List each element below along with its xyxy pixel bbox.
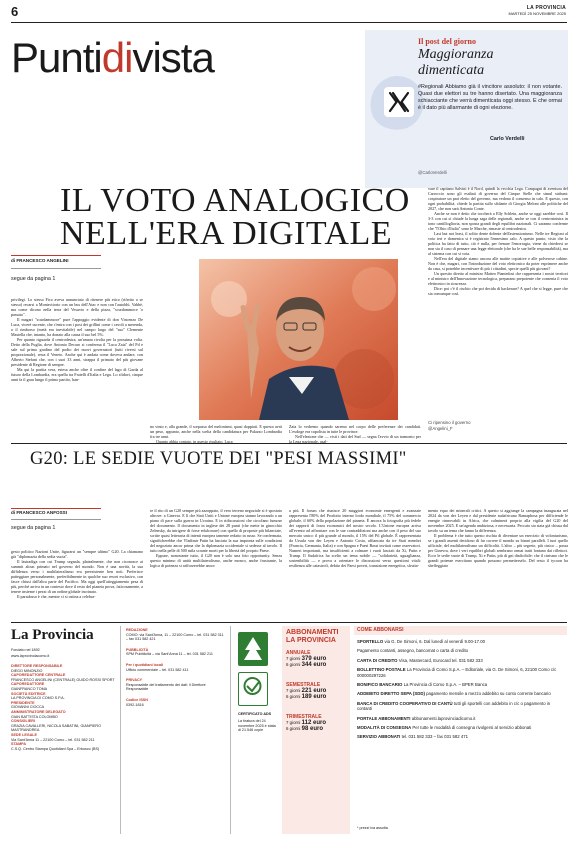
article2-col1 — [11, 549, 143, 599]
article1-col1 — [11, 297, 143, 382]
post-handle: @CarloVerdelli — [418, 170, 447, 175]
payment-line — [357, 725, 565, 730]
days-label: 7 giorni — [286, 720, 301, 725]
period-name: TRIMESTRALE — [286, 714, 322, 720]
mid-text: Responsabile del trattamento dei dati: il Direttore Responsabile — [126, 682, 206, 692]
mid-title: PRIVACY — [126, 678, 143, 683]
payment-line — [357, 716, 565, 721]
masthead-small: LA PROVINCIA — [526, 5, 566, 11]
payment-label: SERVIZIO ABBONATI — [357, 734, 401, 740]
fsc-logo-icon — [238, 632, 268, 666]
staff-role: CAPOREDATTORE — [11, 682, 45, 687]
price: 112 euro — [301, 720, 326, 726]
paragraph: Il problema è che tutto questo rischia di diventare un esercizio di volontarismo, se i grandi assenti decidono di far correre il mondo su binari paralleli. I tuoi quello ufficiale, del multilateralismo un difficoltà. L'altro – più segreto, più cinico – passa per Ginevra, dove i veri equilibri globali sembrano ormai tratti lontano dai riflettori. Ecco le sedie vuote di Trump, Xi e Putin, più di gni disdicibile: che il cinismo che le grandi potenze esercitano quando possono permetterselo. Del resto il tycoon ha sbeffeggiato — [428, 533, 568, 568]
price: 189 euro — [301, 694, 327, 700]
paragraph: Eppure, nonostante tutto, il G20 non è solo una foto opportunity. Senza questo minimo di unità multilateralismo, anche monco, anche frustrante, la logica di potenza si rafforzerebbe ancor — [150, 553, 282, 568]
payment-label: MODALITÀ DI CONSEGNA — [357, 725, 412, 731]
section-title — [11, 34, 214, 82]
paragraph: Nell'elezione che — visti i dati del Sud — segna l'avvio di un tramonto per la Lega nazionale, asal- — [289, 434, 421, 444]
article2-continue: segue da pagina 1 — [11, 525, 56, 531]
payment-line — [357, 691, 565, 696]
paragraph: mento equo dei minerali critici. A questo si aggiunge la campagna inaugurata nel 2024 da von der Leyen e dal presidente sudafricano Ramaphosa per difficiende le energie rinnovabili in Africa, che culminerà proprio alla vigilia del G20 del novembre 2025. E un'agenda ambiziosa, e necessaria. Peccato sia stata già chiusa dal tavolo su un tema che fanno la differenza. — [428, 508, 568, 533]
paragraph: Dice: poi c'è il rischio che poi decida di hackerare? A quel che si legge, pure che sia comunque così. — [428, 286, 568, 296]
days-label: 7 giorni — [286, 656, 301, 661]
section-title-part: vista — [132, 34, 214, 81]
article2-headline: G20: LE SEDIE VUOTE DEI "PESI MASSIMI" — [30, 449, 407, 469]
article1-continue: segue da pagina 1 — [11, 276, 56, 282]
price: 344 euro — [301, 662, 327, 668]
payment-note: * prezzi iva assolta — [357, 826, 388, 830]
article2-col4 — [428, 508, 568, 568]
payment-line — [357, 658, 565, 663]
mid-title: Codice ISSN — [126, 697, 148, 702]
article2-col3 — [289, 508, 421, 568]
payment-line — [357, 667, 565, 678]
footer-site: www.laprovinciacomo.it — [11, 654, 50, 658]
post-kicker: Il post del giorno — [418, 37, 477, 46]
article2-byline: di FRANCESCO ANFOSSI — [11, 510, 67, 515]
paragraph: no vinto e, alla grande, il sorpasso del melonismi, quasi doppiati. E questo avrà un peso, appunto, anche nella scelta della candidatura per Palazzo Lombardia fra tre anni. — [150, 424, 282, 439]
payment-label: PORTALE ABBONAMENTI — [357, 715, 411, 721]
post-title-1: Maggioranza — [418, 47, 494, 62]
payment-label: BONIFICO BANCARIO — [357, 682, 403, 688]
payment-line — [357, 648, 565, 653]
staff-name: GIOVANNI CIOCCA — [11, 705, 45, 710]
price: 221 euro — [301, 688, 327, 694]
payment-text: via G. De Simoni, 6. Dal lunedì al venerdì 9.00-17.00 — [384, 639, 486, 644]
section-title-part: Punti — [11, 34, 102, 81]
period-name: SEMESTRALE — [286, 682, 321, 688]
days-label: 6 giorni — [286, 662, 301, 667]
section-title-accent: di — [101, 34, 133, 81]
payment-text: La Provincia di Como S.p.A. – Editoriale, via G. De Simoni, 6, 22100 Como c/c 000000297226 — [357, 667, 557, 678]
payment-lines — [357, 639, 565, 744]
staff-role: SEDE LEGALE — [11, 732, 38, 737]
pefc-logo-icon — [238, 672, 268, 706]
paragraph: re il rito di un G20 sempre più azzoppato, il vero terreno negoziale si è spostato altrove: a Ginevra. E lì che Stati Uniti e Unione europea stanno lavorando a un piano di pace sulla guerra in Ucraina. E in ridiscussioni che circolano fumose del documento. Il documento in inglese dei 28 punti (che mette in ginocchio Zelensky, da intrigere di forse edulcorare) con quello di proposte più bilanciate, scritte quasi letteraria di intenti europea tamente redatto in russo. Se confermata, significherebbe che Vladimir Putin ha lasciato la sua impronta sulle condizioni del negoziato ancor prima che la diplomazia occidentale si sedesse al tavolo. Il tutto nella pelle di 500 mila scranie morti per la libertà del proprio Paese. — [150, 508, 282, 553]
staff-role: DIRETTORE RESPONSABILE — [11, 664, 63, 668]
staff-name: Via Sant'Anna 11 – 22100 Como – tel. 031 582 211 — [11, 737, 95, 742]
payment-text: Visa, Mastercard, Eurocard tel. 031 582 333 — [398, 657, 483, 663]
staff-role: AMMINISTRATORE DELEGATO — [11, 709, 66, 714]
staff-role: CAPOREDATTORE CENTRALE — [11, 673, 66, 678]
staff-name: DIEGO MINONZIO — [11, 668, 43, 673]
article1-headline-line: IL VOTO ANALOGICO — [60, 182, 410, 219]
mid-text: SPM Pubblicità – via Sant'Anna 11 – tel. 031 582 211 — [126, 652, 213, 657]
staff-role: CONSIGLIERI — [11, 719, 35, 724]
paragraph: Per quanto riguarda il centrodestra, un'amara rivolta per la prossima volta. Detto della Puglia, dove Antonio Decaro si conferma il "Luca Zaia" del Pd e sale sul primo gradino del podio dei nuovi governatori (tutti riversi sul proporzionale), resta il Veneto. Anche qui è andata come doveva andare, con Alberto Stefani che, con i suoi 33 anni, strappa il primato del più giovane presidente di Regione di sempre. — [11, 337, 143, 367]
social-handle: @Angelini_F — [428, 425, 453, 431]
footer-logo: La Provincia — [11, 627, 94, 643]
payment-title: COME ABBONARSI — [357, 627, 404, 633]
article1-col4 — [428, 186, 568, 296]
payment-line — [357, 734, 565, 739]
footer-mid — [126, 628, 226, 707]
period-name: ANNUALE — [286, 650, 311, 656]
header-date: MARTEDÌ 25 NOVEMBRE 2025 — [508, 11, 566, 16]
payment-line — [357, 639, 565, 644]
staff-name: GIAN BATTISTA COLOMBO — [11, 714, 58, 719]
article1-col2 — [150, 424, 282, 444]
paragraph: Il magari "scurdammoce" pure l'appoggio evidente di don Vincenzo De Luca, vicerè uscente, che c'entra con i post dei grillini come i cavoli a merenda, o il rimborso (metà era inevitabile) nel campo largo del "suo" Clemente Mastella che, intanto, ha donato alla causa il suo bel 5%. — [11, 317, 143, 337]
days-label: 6 giorni — [286, 726, 301, 731]
payment-line — [357, 701, 565, 712]
payment-text: La Provincia di Como S.p.A. – BPER Banca — [403, 682, 488, 688]
paragraph: Ma qui la partita vera, estesa anche oltre il confine del lago di Garda al futuro della Lombardia, era quella tra Fratelli d'Italia e Lega. Lo sfidavi, cinque anni fa il grau lungo il primo partito, han- — [11, 367, 143, 382]
days-label: 6 giorni — [286, 694, 301, 699]
payment-text: abbonamenti.laprovinciadicomo.it — [411, 715, 476, 721]
staff-name: GRAZIA CAVALLERI, NICOLA SABATINI, GIANPIERO MASTRANDREA — [11, 723, 101, 733]
post-author: Carlo Verdelli — [490, 136, 525, 142]
price: 379 euro — [301, 656, 327, 662]
cert-label: CERTIFICATO ADS — [238, 712, 272, 716]
social-line: Ci ripensino il governo — [428, 420, 471, 425]
price: 98 euro — [301, 726, 323, 732]
footer-founded: Fondato nel 1892 — [11, 648, 40, 652]
price-row — [286, 726, 348, 732]
article1-col3 — [289, 424, 421, 444]
staff-name: GIANFRANCO TOMA — [11, 686, 48, 691]
payment-label: BANCA DI CREDITO COOPERATIVO DI CANTÙ — [357, 700, 453, 706]
post-title-2: dimenticata — [418, 63, 485, 78]
paragraph: vare il capitano Salvini è il Nord, quindi la vecchia Lega. Compagni di aventura del Carroccio sono gli esaltati di governo del Cinque Stelle che simul stabunt: cospiratore un pari eletto del governo, ma vedono il consenso in calo. E questo, con ogni probabilità, chiede la partita sullo sfidante di Giorgia Meloni alle politiche del 2027, che non sarà Antonio Conte. — [428, 186, 568, 211]
staff-role: PRESIDENTE — [11, 700, 35, 705]
staff-name: C.S.Q. Centro Stampa Quotidiani Spa – Erbusco (BS) — [11, 746, 100, 751]
mid-text: COMO: via Sant'Anna, 11 – 22100 Como – tel. 031 582 311 – fax 031 582 421 — [126, 632, 224, 642]
paragraph: Last but not least, il solito dente dolente dell'astensionismo. Nelle tre Regioni al voto ieri e domenica si è registrato l'ennesimo calo. A questo punto, visto che la politica ha fatto di tutto, ciò è nulla, per frenare l'emorragia, viene da chiedersi se non sia il caso di pensare una legge elettorale (che ha le sue belle responsabilità), ma al sistema con cui si vota. — [428, 231, 568, 256]
payment-label: SPORTELLO — [357, 639, 384, 644]
paragraph: Il paradosso è che, mentre ci si ostina a celebra- — [17, 594, 96, 599]
paragraph: a più. Il forum che riunisce 20 maggiori economie emergenti e avanzate rappresenta l'80% del Prodotto interno lordo mondiale, il 75% del commercio globale, il 60% della popolazione del pianeta. È ancora la fotografia più fedele dei rapporti di forza economici del nostro secolo. L'Unione europea arriva all'evento ad affrontare con le sue contraddizioni ma anche con il peso del suo mercato unico: il più grande al mondo, il 15% del Pil globale. È rappresentata da Ursula von der Leyen e Antonio Costa, affiancata da tre Stati membri (Francia, Germania, Italia) e con Spagna e Paesi Bassi invitati come osservatori. Numeri importanti, ma insufficienti a colmare i vuoti lasciati da Xi, Putin e Trump. Il Sudafrica ha scelto un tema nobile — "solidarietà, uguaglianza, sostenibilità — e prova a orientare le discussioni verso questioni vitali: resilienza alle catastrofi, debito dei Paesi poveri, transizione energetica, sfrutta- — [289, 508, 421, 568]
payment-text: tutti gli sportelli con addebito in c/c o pagamento in contanti — [357, 700, 551, 712]
paragraph: privilegi. Lo stesso Fico aveva annunciato di ritenere più etico (riferito a se stesso) recarsi a Montecitorio con un bus dell'Atac e non con l'autoblù. Vabbè, ma come dicono nella terra del Vesuvio e della pizza, "scurdammoce 'o passato". — [11, 297, 143, 317]
page-number: 6 — [11, 4, 19, 19]
payment-text: pagamento mensile a mezzo addebito su conto corrente bancario — [426, 691, 551, 697]
staff-name: LA PROVINCIA DI COMO S.P.A. — [11, 696, 65, 701]
staff-role: STAMPA — [11, 742, 27, 747]
days-label: 7 giorni — [286, 688, 301, 693]
mid-title: Per i quotidiani locali — [126, 662, 164, 667]
mid-text: 0392-1816 — [126, 702, 144, 707]
mid-title: REDAZIONE — [126, 628, 148, 632]
payment-label: ADDEBITO DIRETTO SEPA (SDD) — [357, 691, 425, 697]
staff-role: SOCIETÀ EDITRICE — [11, 691, 46, 696]
paragraph: Quanto abbia contato, in questo risultato, Luca — [156, 439, 233, 444]
paragraph: Il lastradiga con cui Trump segnala, platealmente, che non riconosce ai summit alcun primato nel governo del mondo. Non è una novità, la sua diffidenza verso i multilateralismo era preesistente ben noti. Preferisce patteggiare personalmente, preferibilmente in qualche suo resort esclusivo, con fasce chiusi dall'altra parte del Pacifico. Ma oggi quell'atteggiamento pesa di più, perché arriva in un contesto dove il resto del pianeta prova, faticosamente, a tenere insieme i pezzi di un ordine globale incrinato. — [11, 559, 143, 594]
paragraph: Zaia lo vedremo quando saremo nel corpo delle preferenze dei candidati. L'exdoge era capolista in tutte le province. — [289, 424, 421, 434]
payment-text: Pagamento contanti, assegno, bancomat o carta di credito — [357, 648, 469, 654]
article1-byline: di FRANCESCO ANGELINI — [11, 258, 69, 263]
article1-social — [428, 420, 471, 431]
mid-title: PUBBLICITÀ — [126, 647, 149, 652]
payment-line — [357, 682, 565, 687]
post-text: #Regionali Abbiamo già il vincitore assoluto: il non votante. Quasi due elettori su tre hanno disertato. Una maggioranza schiacciante che verrà dimenticata oggi stesso. E che ormai è il dato più allarmante di ogni elezione. — [418, 84, 562, 111]
cert-text: La tiratura del 24 novembre 2025 è stata di 21.546 copie — [238, 719, 276, 733]
article-photo — [199, 259, 398, 420]
article2-col2 — [150, 508, 282, 568]
paragraph: Un quesito diretto al ministro Matteo Piantedosi che rappresenta i nostri territori e al ministro dell'Innovazione tecnologica, preparano prepotente che consenta il voto elettronico in sicurezza. — [428, 271, 568, 286]
article1-headline — [60, 184, 410, 250]
payment-label: BOLLETTINO POSTALE — [357, 667, 406, 673]
subscriptions-list — [286, 650, 348, 732]
payment-text: Per tutte le modalità di consegna rivolgersi al servizio abbonati — [412, 725, 532, 731]
paragraph: Nell'era del digitale siamo ancora alle matite copiative e alle polverose cabine. Non è che, magari, con l'introduzione del voto elettronico da poter esprimere anche da casa, si potrebbe incentivare di più i cittadini, specie quelli più giovani? — [428, 256, 568, 271]
article1-headline-line: NELL'ERA DIGITALE — [60, 215, 392, 252]
paragraph: gesto politico Nazioni Unite, figurarsi un "sempre ultimo" G20. La chiamano già "diplomazia della sedia vuota". — [11, 549, 143, 559]
payment-text: tel. 031 582 333 – fax 031 582 471 — [401, 734, 468, 740]
payment-label: CARTA DI CREDITO — [357, 657, 398, 663]
mid-text: Ufficio commerciale – tel. 031 582 411 — [126, 667, 189, 672]
paragraph: Anche se non è detto che toccherà a Elly Schlein, anche se oggi sarebbe così. Il 3-3 con cui si chiude la lunga saga delle regionali, anche se con il centrosinistra in tono cantilloglioria, non sposta grandi degli equilibri nazionali. Ci saranno conferme che "l'Ohio d'Italia" sono le Marche, rimaste al centrodestra. — [428, 211, 568, 231]
subscriptions-title: ABBONAMENTI LA PROVINCIA — [286, 629, 339, 644]
staff-name: FRANCESCO ANGELINI (CENTRALE) GUIDO ROSSI SPORT — [11, 677, 115, 682]
footer-staff — [11, 664, 115, 751]
